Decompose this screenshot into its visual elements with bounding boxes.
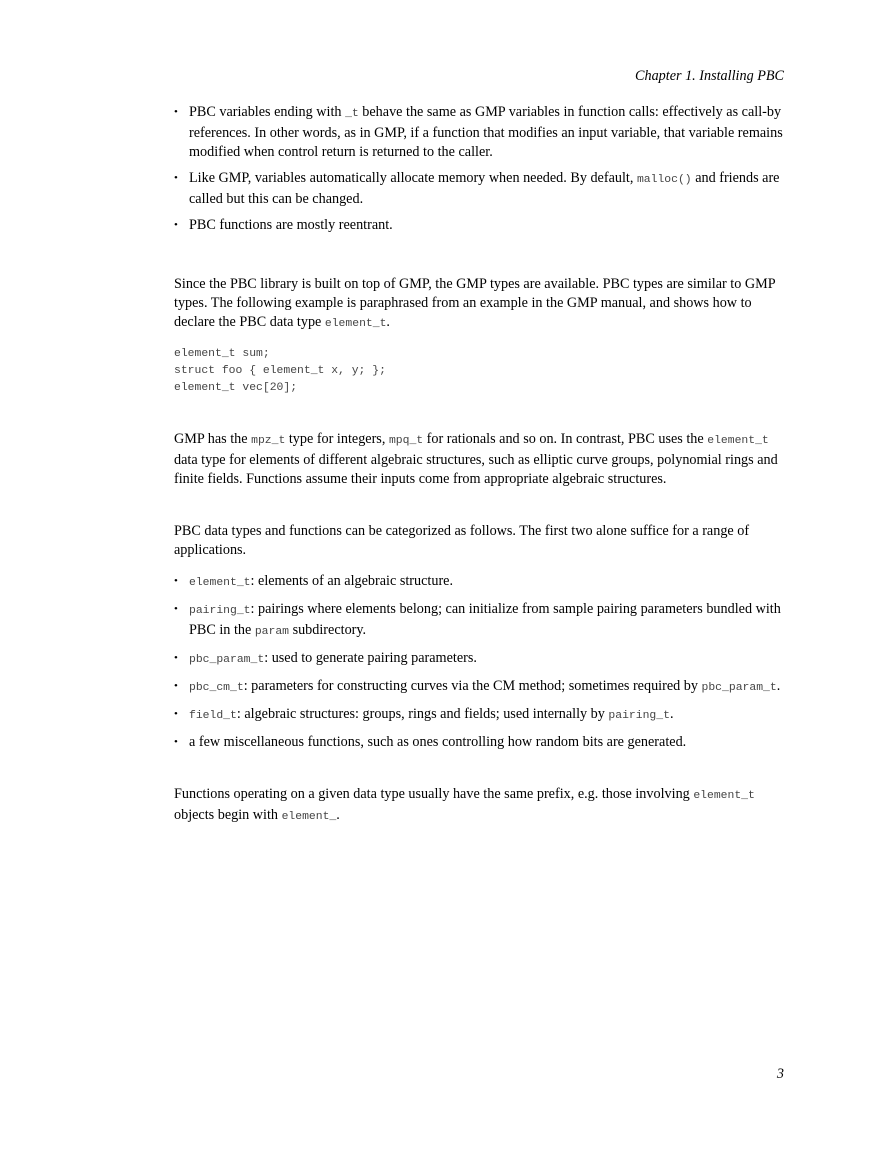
inline-code: pbc_cm_t xyxy=(189,682,244,694)
bullet-icon: • xyxy=(174,106,178,118)
inline-code: element_t xyxy=(693,790,755,802)
code-example: element_t sum; struct foo { element_t x, y; }; element_t vec[20]; xyxy=(174,348,386,394)
inline-code: pairing_t xyxy=(608,710,670,722)
text-run: . xyxy=(669,706,674,722)
text-run: . xyxy=(776,678,781,694)
text-run: . xyxy=(386,314,390,330)
inline-code: pbc_param_t xyxy=(189,654,265,666)
text-run: : parameters for constructing curves via the CM method; sometimes required by xyxy=(243,678,702,694)
list-item xyxy=(174,733,786,752)
bullet-icon: • xyxy=(174,219,178,231)
list-item xyxy=(174,103,786,162)
list-item xyxy=(174,600,786,642)
text-run: Like GMP, variables automatically allocate memory when needed. By default, xyxy=(189,170,637,186)
text-run: : used to generate pairing parameters. xyxy=(264,650,477,666)
inline-code: element_t xyxy=(707,435,769,447)
paragraph-categories xyxy=(174,522,786,560)
paragraph-prefix xyxy=(174,785,786,827)
text-run: subdirectory. xyxy=(289,622,367,638)
text-run: Functions operating on a given data type usually have the same prefix, e.g. those involving xyxy=(174,786,694,802)
inline-code: malloc() xyxy=(636,174,692,186)
text-run: PBC functions are mostly reentrant. xyxy=(189,217,393,233)
bullet-icon: • xyxy=(174,652,178,664)
bullet-icon: • xyxy=(174,172,178,184)
text-run: : pairings where elements belong; can initialize from sample pairing parameters bundled with PBC in the xyxy=(189,601,781,638)
paragraph-types xyxy=(174,275,786,334)
text-run: for rationals and so on. In contrast, PBC uses the xyxy=(423,431,708,447)
list-item xyxy=(174,677,786,698)
list-item xyxy=(174,572,786,593)
text-run: objects begin with xyxy=(174,807,282,823)
text-run: : algebraic structures: groups, rings and fields; used internally by xyxy=(236,706,609,722)
text-run: data type for elements of different algebraic structures, such as elliptic curve groups, polynomial rings and finite fields. Functions assume their inputs come from appropriate algebraic structures. xyxy=(174,452,778,487)
text-run: PBC variables ending with xyxy=(189,104,346,120)
inline-code: param xyxy=(254,626,290,638)
page-content xyxy=(174,103,786,827)
inline-code: mpz_t xyxy=(251,435,286,447)
inline-code: pbc_param_t xyxy=(701,682,777,694)
inline-code: field_t xyxy=(189,710,237,722)
bullet-icon: • xyxy=(174,603,178,615)
list-item xyxy=(174,649,786,670)
inline-code: mpq_t xyxy=(388,435,424,447)
text-run: PBC data types and functions can be categorized as follows. The first two alone suffice for a range of applications. xyxy=(174,523,750,558)
inline-code: pairing_t xyxy=(189,605,251,617)
paragraph-element-type xyxy=(174,430,786,489)
bullet-icon: • xyxy=(174,708,178,720)
bullet-icon: • xyxy=(174,736,178,748)
page-number: 3 xyxy=(776,1066,784,1082)
bullet-icon: • xyxy=(174,575,178,587)
text-run: type for integers, xyxy=(285,431,389,447)
inline-code: element_t xyxy=(324,318,387,330)
list-item xyxy=(174,705,786,726)
category-bullet-list xyxy=(174,572,786,752)
text-run: a few miscellaneous functions, such as ones controlling how random bits are generated. xyxy=(189,734,687,750)
bullet-icon: • xyxy=(174,680,178,692)
text-run: Since the PBC library is built on top of GMP, the GMP types are available. PBC types are similar to GMP types. The following example is paraphrased from an example in the GMP manual, and shows how to declare the PBC data type xyxy=(174,276,776,330)
text-run: GMP has the xyxy=(174,431,252,447)
inline-code: element_ xyxy=(281,811,337,823)
text-run: . xyxy=(336,807,340,823)
text-run: behave the same as GMP variables in function calls: effectively as call-by references. In other words, as in GMP, if a function that modifies an input variable, that variable remains modified when control return is returned to the caller. xyxy=(189,104,783,160)
list-item xyxy=(174,216,786,235)
running-head: Chapter 1. Installing PBC xyxy=(635,68,784,84)
text-run: and friends are called but this can be changed. xyxy=(189,170,780,207)
text-run: : elements of an algebraic structure. xyxy=(250,573,454,589)
inline-code: _t xyxy=(345,108,359,120)
inline-code: element_t xyxy=(189,577,251,589)
list-item xyxy=(174,169,786,209)
intro-bullet-list xyxy=(174,103,786,235)
